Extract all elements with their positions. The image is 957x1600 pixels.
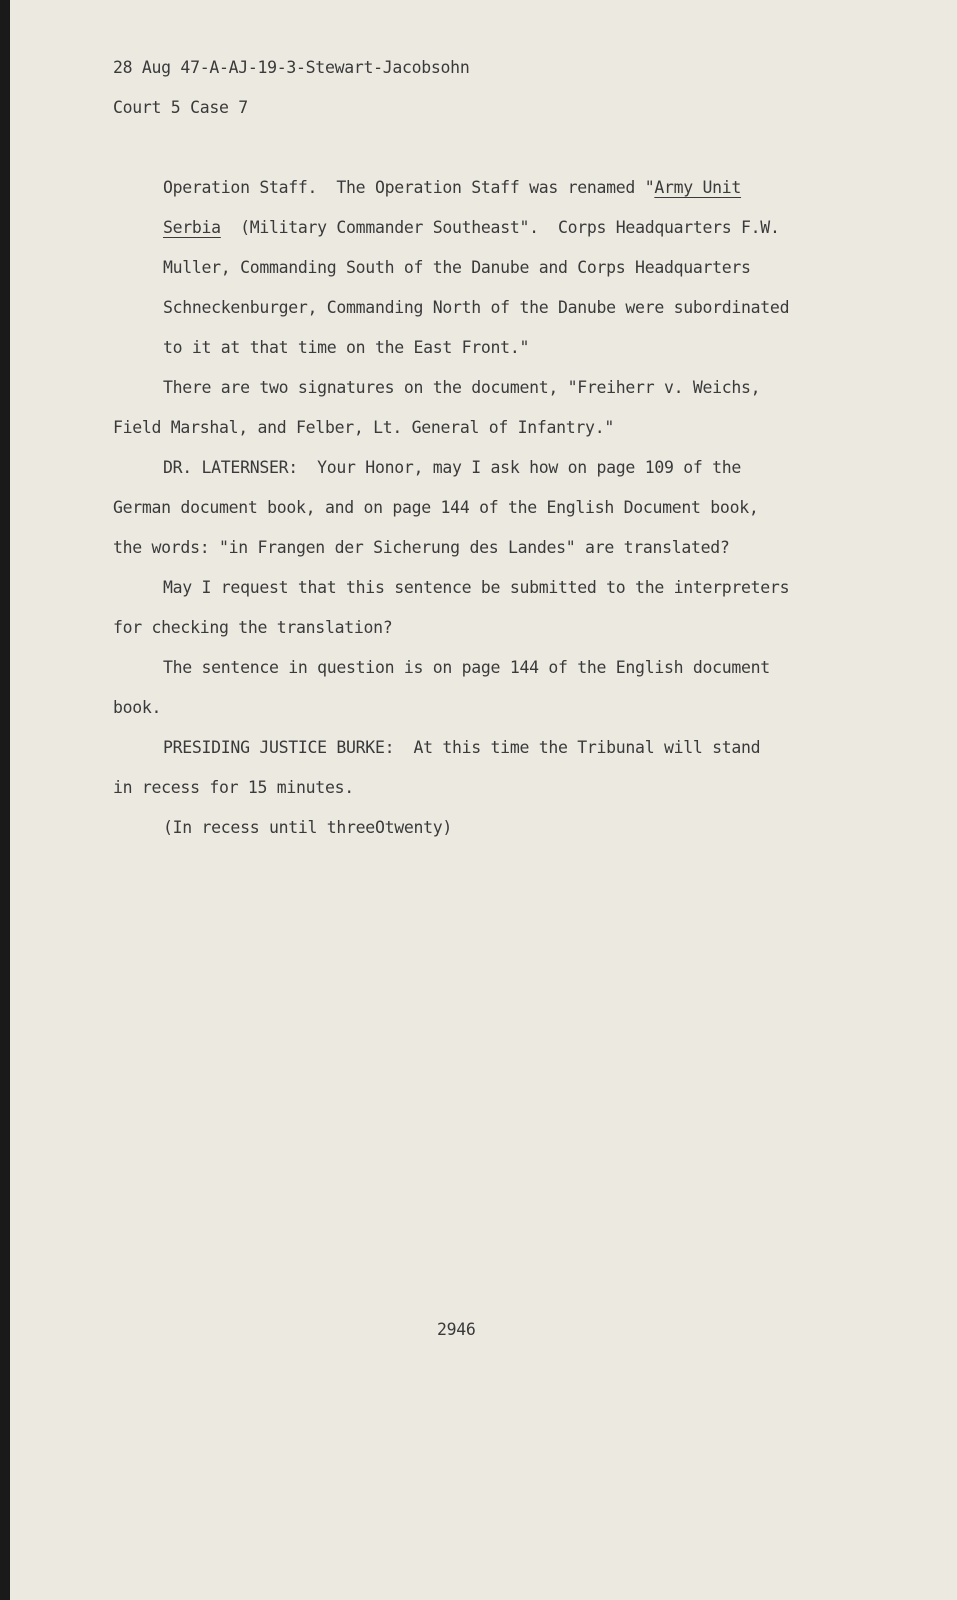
paragraph-2-line-2: Field Marshal, and Felber, Lt. General of Infantry." xyxy=(113,418,614,437)
page-number: 2946 xyxy=(437,1320,476,1339)
paragraph-5-line-2: book. xyxy=(113,698,162,717)
paragraph-1-line-4: Schneckenburger, Commanding North of the Danube were subordinated xyxy=(163,298,790,317)
document-page xyxy=(10,0,957,1600)
paragraph-3-line-3: the words: "in Frangen der Sicherung des Landes" are translated? xyxy=(113,538,730,557)
underlined-text: Serbia xyxy=(163,218,221,237)
paragraph-3-line-1: DR. LATERNSER: Your Honor, may I ask how on page 109 of the xyxy=(163,458,742,477)
paragraph-2-line-1: There are two signatures on the document, "Freiherr v. Weichs, xyxy=(163,378,761,397)
underlined-text: Army Unit xyxy=(654,178,742,197)
paragraph-5-line-1: The sentence in question is on page 144 of the English document xyxy=(163,658,770,677)
paragraph-1-line-5: to it at that time on the East Front." xyxy=(163,338,530,357)
reference-line: 28 Aug 47-A-AJ-19-3-Stewart-Jacobsohn xyxy=(113,58,470,77)
paragraph-4-line-1: May I request that this sentence be submitted to the interpreters xyxy=(163,578,790,597)
paragraph-3-line-2: German document book, and on page 144 of the English Document book, xyxy=(113,498,759,517)
paragraph-6-line-1: PRESIDING JUSTICE BURKE: At this time the Tribunal will stand xyxy=(163,738,761,757)
paragraph-1-line-2 xyxy=(163,218,780,238)
court-case-line: Court 5 Case 7 xyxy=(113,98,248,117)
text-segment: (Military Commander Southeast". Corps Headquarters F.W. xyxy=(220,218,780,237)
paragraph-4-line-2: for checking the translation? xyxy=(113,618,393,637)
paragraph-7-line-1: (In recess until threeOtwenty) xyxy=(163,818,453,837)
text-segment: Operation Staff. The Operation Staff was renamed " xyxy=(163,178,655,197)
paragraph-6-line-2: in recess for 15 minutes. xyxy=(113,778,354,797)
paragraph-1-line-3: Muller, Commanding South of the Danube and Corps Headquarters xyxy=(163,258,751,277)
paragraph-1-line-1 xyxy=(163,178,741,198)
